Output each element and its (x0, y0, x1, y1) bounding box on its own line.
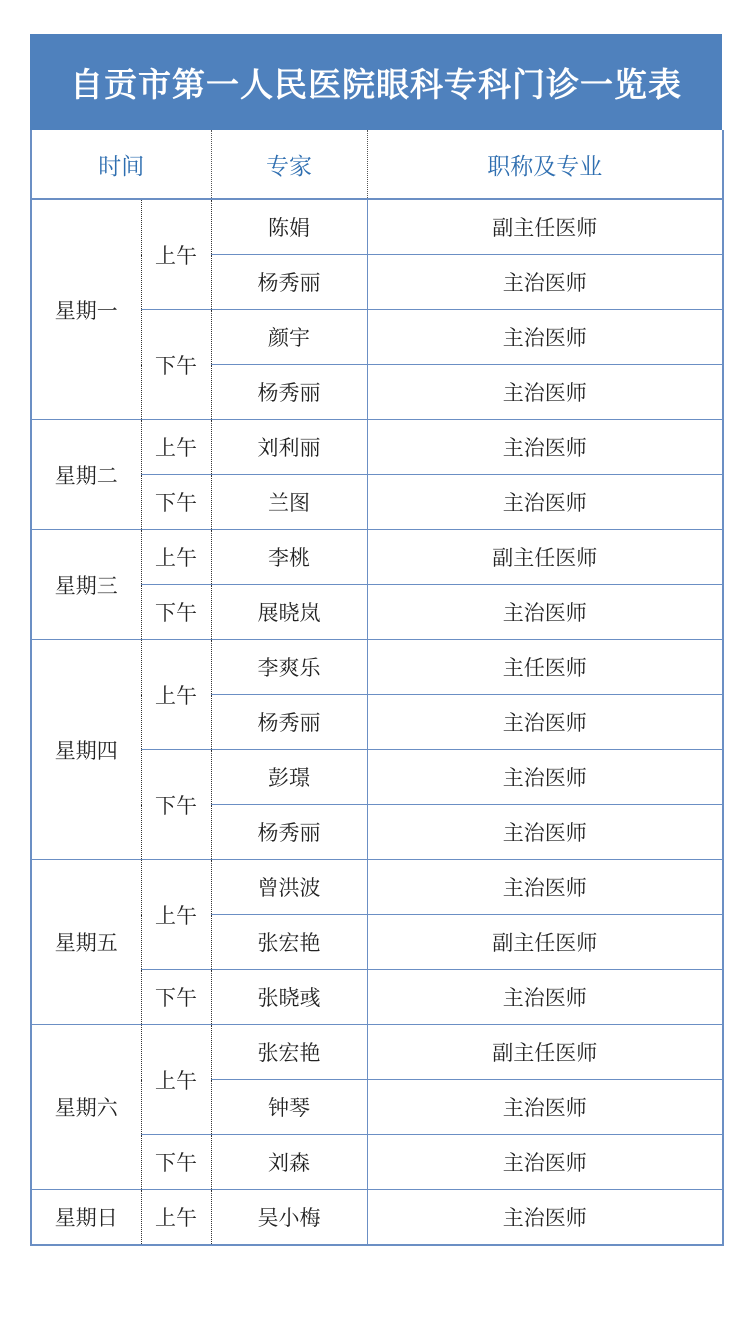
doctor-title-cell: 副主任医师 (367, 915, 723, 970)
session-cell: 下午 (141, 310, 211, 420)
session-cell: 下午 (141, 1135, 211, 1190)
day-cell: 星期二 (31, 420, 141, 530)
doctor-title-cell: 副主任医师 (367, 199, 723, 255)
doctor-name-cell: 刘利丽 (211, 420, 367, 475)
doctor-name-cell: 颜宇 (211, 310, 367, 365)
schedule-body (31, 199, 723, 1245)
session-cell: 下午 (141, 475, 211, 530)
table-row (31, 1190, 723, 1246)
session-cell: 上午 (141, 1190, 211, 1246)
session-cell: 下午 (141, 970, 211, 1025)
doctor-name-cell: 张晓彧 (211, 970, 367, 1025)
doctor-title-cell: 主治医师 (367, 860, 723, 915)
doctor-title-cell: 主治医师 (367, 365, 723, 420)
doctor-title-cell: 主治医师 (367, 585, 723, 640)
doctor-name-cell: 杨秀丽 (211, 695, 367, 750)
doctor-name-cell: 张宏艳 (211, 1025, 367, 1080)
day-cell: 星期四 (31, 640, 141, 860)
session-cell: 下午 (141, 750, 211, 860)
doctor-title-cell: 主治医师 (367, 1080, 723, 1135)
doctor-title-cell: 主治医师 (367, 1190, 723, 1246)
session-cell: 上午 (141, 420, 211, 475)
session-cell: 上午 (141, 199, 211, 310)
doctor-name-cell: 兰图 (211, 475, 367, 530)
doctor-title-cell: 主治医师 (367, 475, 723, 530)
doctor-name-cell: 陈娟 (211, 199, 367, 255)
table-row (31, 860, 723, 915)
doctor-title-cell: 主治医师 (367, 750, 723, 805)
doctor-name-cell: 杨秀丽 (211, 255, 367, 310)
doctor-title-cell: 主任医师 (367, 640, 723, 695)
day-cell: 星期六 (31, 1025, 141, 1190)
header-row (31, 130, 723, 199)
doctor-name-cell: 曾洪波 (211, 860, 367, 915)
doctor-name-cell: 李爽乐 (211, 640, 367, 695)
doctor-title-cell: 主治医师 (367, 805, 723, 860)
doctor-name-cell: 展晓岚 (211, 585, 367, 640)
table-row (31, 199, 723, 255)
doctor-name-cell: 彭璟 (211, 750, 367, 805)
doctor-name-cell: 钟琴 (211, 1080, 367, 1135)
doctor-title-cell: 主治医师 (367, 255, 723, 310)
doctor-name-cell: 杨秀丽 (211, 365, 367, 420)
doctor-name-cell: 吴小梅 (211, 1190, 367, 1246)
table-row (31, 420, 723, 475)
header-title-major: 职称及专业 (367, 130, 723, 199)
session-cell: 下午 (141, 585, 211, 640)
schedule-table (30, 130, 724, 1246)
table-row (31, 640, 723, 695)
doctor-title-cell: 主治医师 (367, 970, 723, 1025)
doctor-name-cell: 张宏艳 (211, 915, 367, 970)
header-expert: 专家 (211, 130, 367, 199)
doctor-title-cell: 主治医师 (367, 310, 723, 365)
doctor-title-cell: 副主任医师 (367, 530, 723, 585)
table-row (31, 530, 723, 585)
doctor-title-cell: 副主任医师 (367, 1025, 723, 1080)
session-cell: 上午 (141, 530, 211, 585)
session-cell: 上午 (141, 1025, 211, 1135)
doctor-title-cell: 主治医师 (367, 1135, 723, 1190)
header-time: 时间 (31, 130, 211, 199)
page-title: 自贡市第一人民医院眼科专科门诊一览表 (30, 34, 722, 130)
doctor-name-cell: 刘森 (211, 1135, 367, 1190)
day-cell: 星期五 (31, 860, 141, 1025)
doctor-name-cell: 杨秀丽 (211, 805, 367, 860)
doctor-name-cell: 李桃 (211, 530, 367, 585)
schedule-sheet (30, 34, 722, 1246)
day-cell: 星期日 (31, 1190, 141, 1246)
doctor-title-cell: 主治医师 (367, 695, 723, 750)
session-cell: 上午 (141, 860, 211, 970)
day-cell: 星期一 (31, 199, 141, 420)
doctor-title-cell: 主治医师 (367, 420, 723, 475)
session-cell: 上午 (141, 640, 211, 750)
day-cell: 星期三 (31, 530, 141, 640)
table-row (31, 1025, 723, 1080)
